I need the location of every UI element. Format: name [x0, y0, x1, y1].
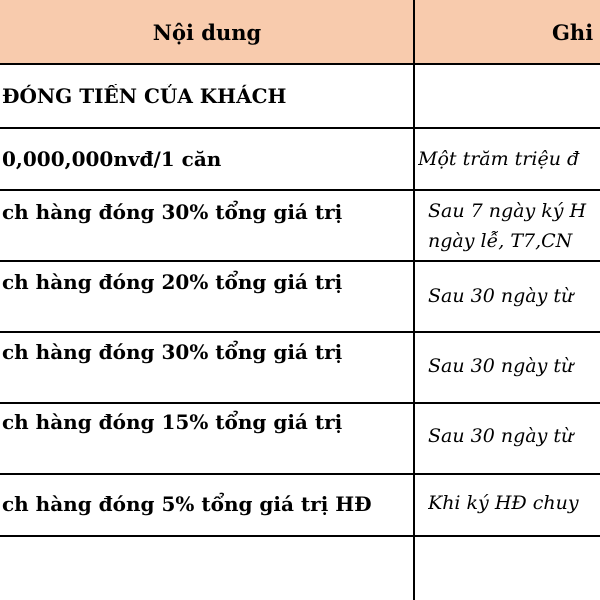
table-row-2-note: Một trăm triệu đ [418, 148, 580, 170]
table-row-5-note: Sau 30 ngày từ [428, 355, 574, 377]
header-content-label: Nội dung [152, 19, 262, 45]
column-divider [413, 0, 415, 600]
table-row-7-content: ch hàng đóng 5% tổng giá trị HĐ [2, 492, 372, 516]
header-cell-notes [414, 0, 600, 64]
table-row-1-content: ĐÓNG TIỀN CỦA KHÁCH [2, 84, 287, 108]
row-divider [0, 402, 600, 404]
header-notes-label: Ghi [552, 19, 594, 45]
table-row-5-content: ch hàng đóng 30% tổng giá trị [2, 340, 343, 364]
row-divider [0, 260, 600, 262]
table-row-3-note-line-2: ngày lễ, T7,CN [428, 230, 573, 252]
row-divider [0, 127, 600, 129]
row-divider [0, 535, 600, 537]
table-row-4-note: Sau 30 ngày từ [428, 285, 574, 307]
row-divider [0, 331, 600, 333]
table-row-7-note: Khi ký HĐ chuy [428, 492, 579, 514]
table-row-2-content: 0,000,000nvđ/1 căn [2, 147, 222, 171]
row-divider [0, 189, 600, 191]
table-row-3-note-line-1: Sau 7 ngày ký H [428, 200, 587, 222]
table-row-6-content: ch hàng đóng 15% tổng giá trị [2, 410, 343, 434]
table-row-4-content: ch hàng đóng 20% tổng giá trị [2, 270, 343, 294]
row-divider [0, 63, 600, 65]
table-row-3-content: ch hàng đóng 30% tổng giá trị [2, 200, 343, 224]
row-divider [0, 473, 600, 475]
header-cell-content [0, 0, 414, 64]
table-row-6-note: Sau 30 ngày từ [428, 425, 574, 447]
